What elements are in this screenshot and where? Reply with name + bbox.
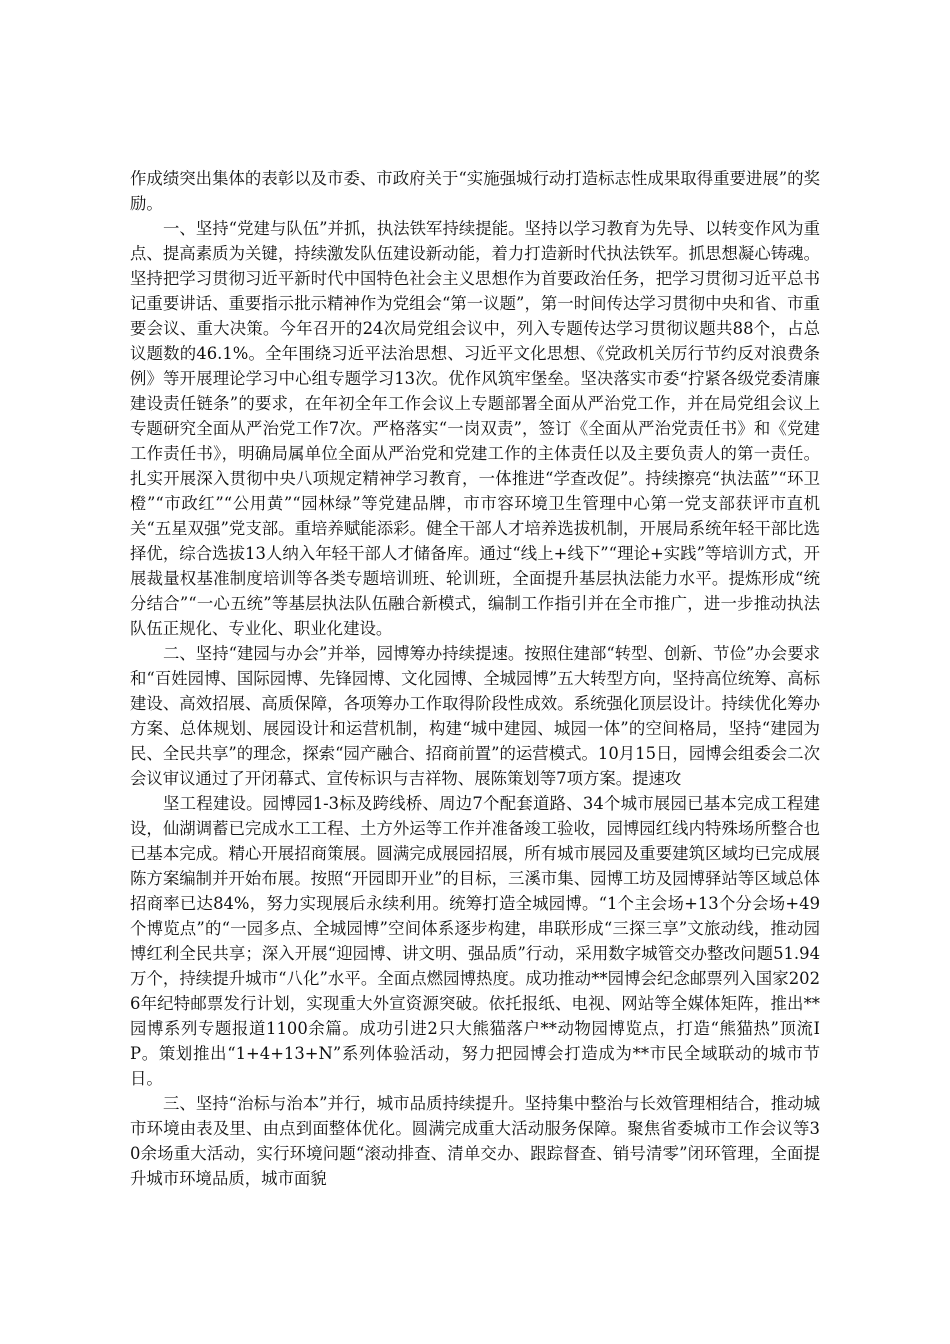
paragraph-intro: 作成绩突出集体的表彰以及市委、市政府关于“实施强城行动打造标志性成果取得重要进展”的奖励。 [130, 169, 820, 213]
paragraph-engineering: 坚工程建设。园博园1-3标及跨线桥、周边7个配套道路、34个城市展园已基本完成工程建设，仙湖调蓄已完成水工工程、土方外运等工作并准备竣工验收，园博园红线内特殊场所整合也已基本完成。精心开展招商策展。圆满完成展园招展，所有城市展园及重要建筑区域均已完成展陈方案编制并开始布展。按照“开园即开业”的目标，三溪市集、园博工坊及园博驿站等区域总体招商率已达84%，努力实现展后永续利用。统筹打造全城园博。“1个主会场+13个分会场+49个博览点”的“一园多点、全城园博”空间体系逐步构建，串联形成“三探三享”文旅动线，推动园博红利全民共享；深入开展“迎园博、讲文明、强品质”行动，采用数字城管交办整改问题51.94万个，持续提升城市“八化”水平。全面点燃园博热度。成功推动**园博会纪念邮票列入国家2026年纪特邮票发行计划，实现重大外宣资源突破。依托报纸、电视、网站等全媒体矩阵，推出**园博系列专题报道1100余篇。成功引进2只大熊猫落户**动物园博览点，打造“熊猫热”顶流IP。策划推出“1+4+13+N”系列体验活动，努力把园博会打造成为**市民全域联动的城市节日。 [130, 794, 820, 1088]
paragraph-garden-expo: 二、坚持“建园与办会”并举，园博筹办持续提速。按照住建部“转型、创新、节俭”办会要求和“百姓园博、国际园博、先锋园博、文化园博、全城园博”五大转型方向，坚持高位统筹、高标建设、高效招展、高质保障，各项筹办工作取得阶段性成效。系统强化顶层设计。持续优化筹办方案、总体规划、展园设计和运营机制，构建“城中建园、城园一体”的空间格局，坚持“建园为民、全民共享”的理念，探索“园产融合、招商前置”的运营模式。10月15日，园博会组委会二次会议审议通过了开闭幕式、宣传标识与吉祥物、展陈策划等7项方案。提速攻 [130, 644, 820, 788]
paragraph-city-quality: 三、坚持“治标与治本”并行，城市品质持续提升。坚持集中整治与长效管理相结合，推动城市环境由表及里、由点到面整体优化。圆满完成重大活动服务保障。聚焦省委城市工作会议等30余场重大活动，实行环境问题“滚动排查、清单交办、跟踪督查、销号清零”闭环管理，全面提升城市环境品质，城市面貌 [130, 1094, 820, 1188]
paragraph-party-building: 一、坚持“党建与队伍”并抓，执法铁军持续提能。坚持以学习教育为先导、以转变作风为重点、提高素质为关键，持续激发队伍建设新动能，着力打造新时代执法铁军。抓思想凝心铸魂。坚持把学习贯彻习近平新时代中国特色社会主义思想作为首要政治任务，把学习贯彻习近平总书记重要讲话、重要指示批示精神作为党组会“第一议题”，第一时间传达学习贯彻中央和省、市重要会议、重大决策。今年召开的24次局党组会议中，列入专题传达学习贯彻议题共88个，占总议题数的46.1%。全年围绕习近平法治思想、习近平文化思想、《党政机关厉行节约反对浪费条例》等开展理论学习中心组专题学习13次。优作风筑牢堡垒。坚决落实市委“拧紧各级党委清廉建设责任链条”的要求，在年初全年工作会议上专题部署全面从严治党工作，并在局党组会议上专题研究全面从严治党工作7次。严格落实“一岗双责”，签订《全面从严治党责任书》和《党建工作责任书》，明确局属单位全面从严治党和党建工作的主体责任以及主要负责人的第一责任。扎实开展深入贯彻中央八项规定精神学习教育，一体推进“学查改促”。持续擦亮“执法蓝”“环卫橙”“市政红”“公用黄”“园林绿”等党建品牌，市市容环境卫生管理中心第一党支部获评市直机关“五星双强”党支部。重培养赋能添彩。健全干部人才培养选拔机制，开展局系统年轻干部比选择优，综合选拔13人纳入年轻干部人才储备库。通过“线上+线下”“理论+实践”等培训方式，开展裁量权基准制度培训等各类专题培训班、轮训班，全面提升基层执法能力水平。提炼形成“统分结合”“一心五统”等基层执法队伍融合新模式，编制工作指引并在全市推广，进一步推动执法队伍正规化、专业化、职业化建设。 [130, 219, 820, 638]
document-page [130, 166, 820, 1191]
